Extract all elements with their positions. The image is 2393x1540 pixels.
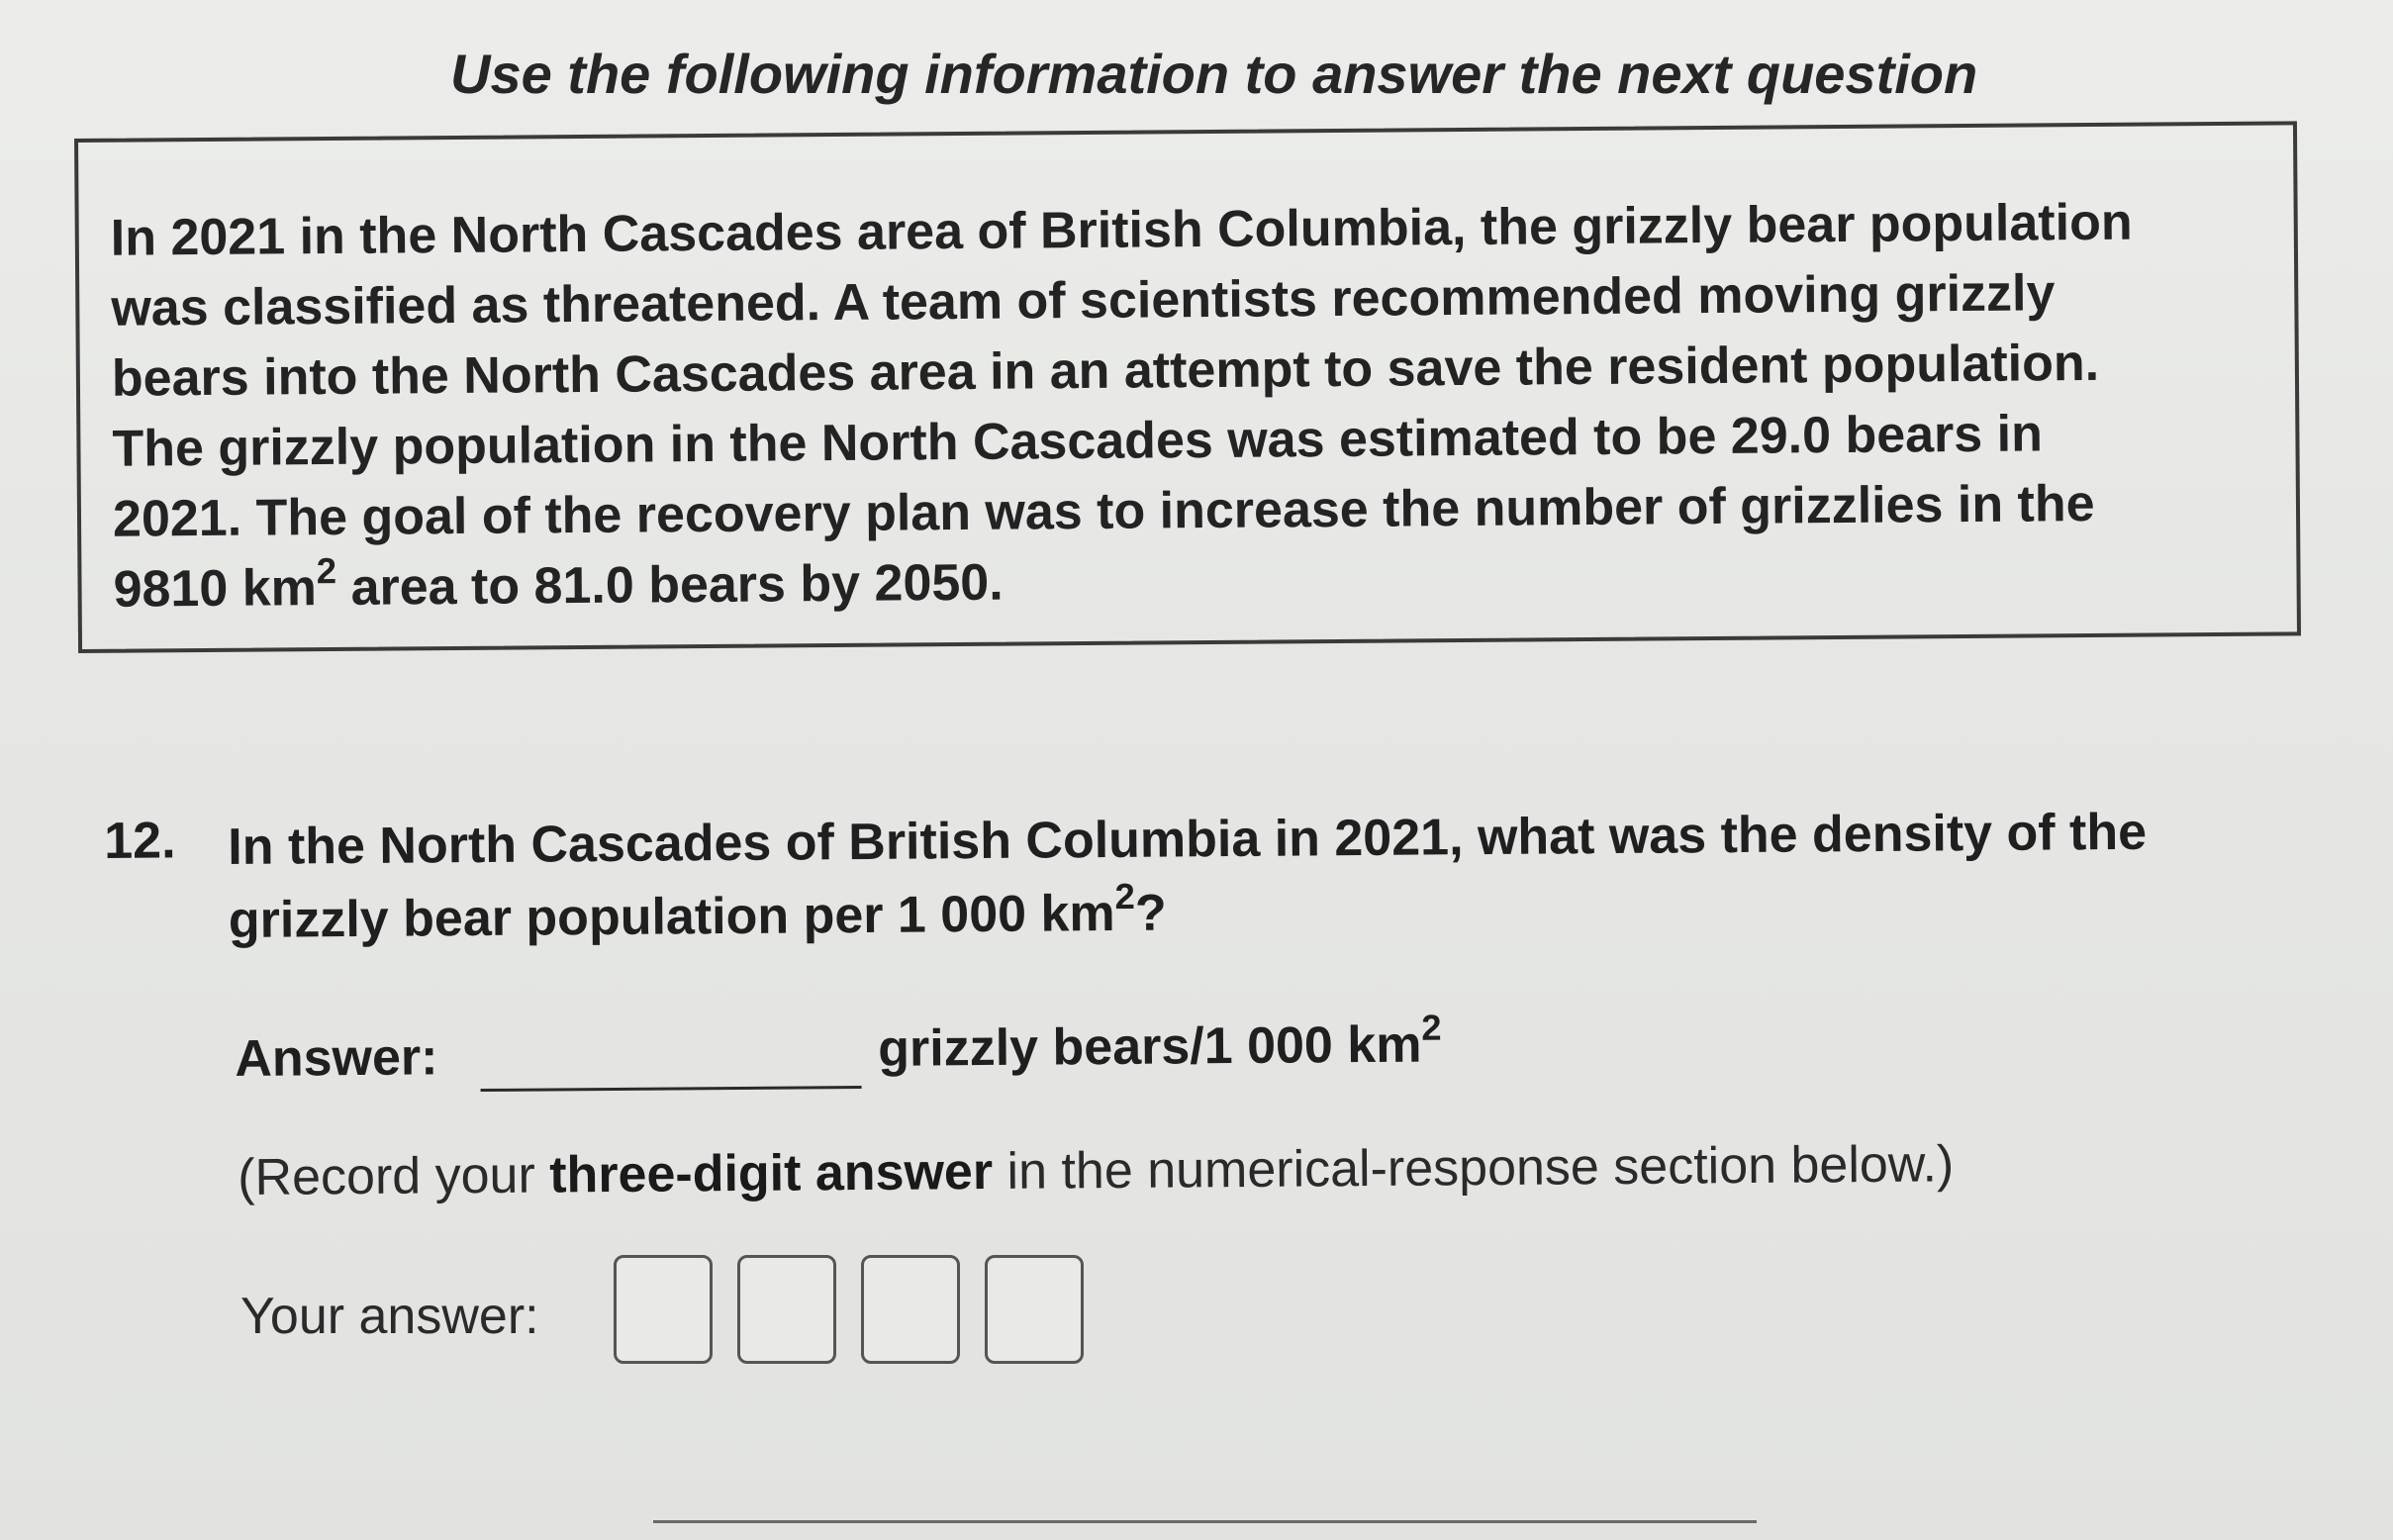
digit-box-3[interactable] — [861, 1255, 960, 1364]
info-line-end: area to 81.0 bears by 2050. — [335, 553, 1004, 617]
answer-unit — [878, 1007, 1442, 1078]
divider-line — [653, 1520, 1757, 1523]
question-line: In the North Cascades of British Columbia in 2021, what was the density of the — [228, 803, 2148, 877]
answer-blank-line[interactable] — [481, 1086, 862, 1092]
superscript: 2 — [316, 550, 337, 592]
digit-box-4[interactable] — [985, 1255, 1084, 1364]
info-line: was classified as threatened. A team of scientists recommended moving grizzly — [111, 264, 2056, 337]
superscript: 2 — [1114, 875, 1135, 917]
question-text — [228, 795, 2267, 957]
question-line — [229, 868, 2268, 957]
answer-label: Answer: — [235, 1028, 438, 1088]
information-box — [74, 121, 2301, 653]
area-value: 9810 km — [113, 559, 318, 619]
answer-digit-boxes — [614, 1255, 1089, 1369]
digit-box-1[interactable] — [614, 1255, 713, 1364]
question-number: 12. — [104, 812, 176, 870]
question-line-start: grizzly bear population per 1 000 km — [228, 884, 1115, 950]
info-line: bears into the North Cascades area in an attempt to save the resident population. — [111, 334, 2100, 408]
your-answer-label: Your answer: — [240, 1288, 539, 1345]
record-instruction — [238, 1134, 1954, 1207]
instruction-header: Use the following information to answer the next question — [450, 43, 1978, 105]
unit-text: grizzly bears/1 000 km — [878, 1015, 1422, 1078]
record-bold: three-digit answer — [548, 1143, 994, 1204]
info-line: In 2021 in the North Cascades area of British Columbia, the grizzly bear population — [110, 193, 2133, 267]
question-12 — [104, 795, 2281, 950]
record-pre: (Record your — [238, 1146, 550, 1206]
info-line: 2021. The goal of the recovery plan was to increase the number of grizzlies in the — [112, 474, 2095, 548]
info-line: The grizzly population in the North Cascades was estimated to be 29.0 bears in — [112, 405, 2044, 478]
answer-row — [235, 1009, 1621, 1108]
question-mark: ? — [1134, 884, 1167, 942]
superscript: 2 — [1421, 1007, 1442, 1048]
record-post: in the numerical-response section below.) — [992, 1135, 1955, 1202]
digit-box-2[interactable] — [737, 1255, 836, 1364]
